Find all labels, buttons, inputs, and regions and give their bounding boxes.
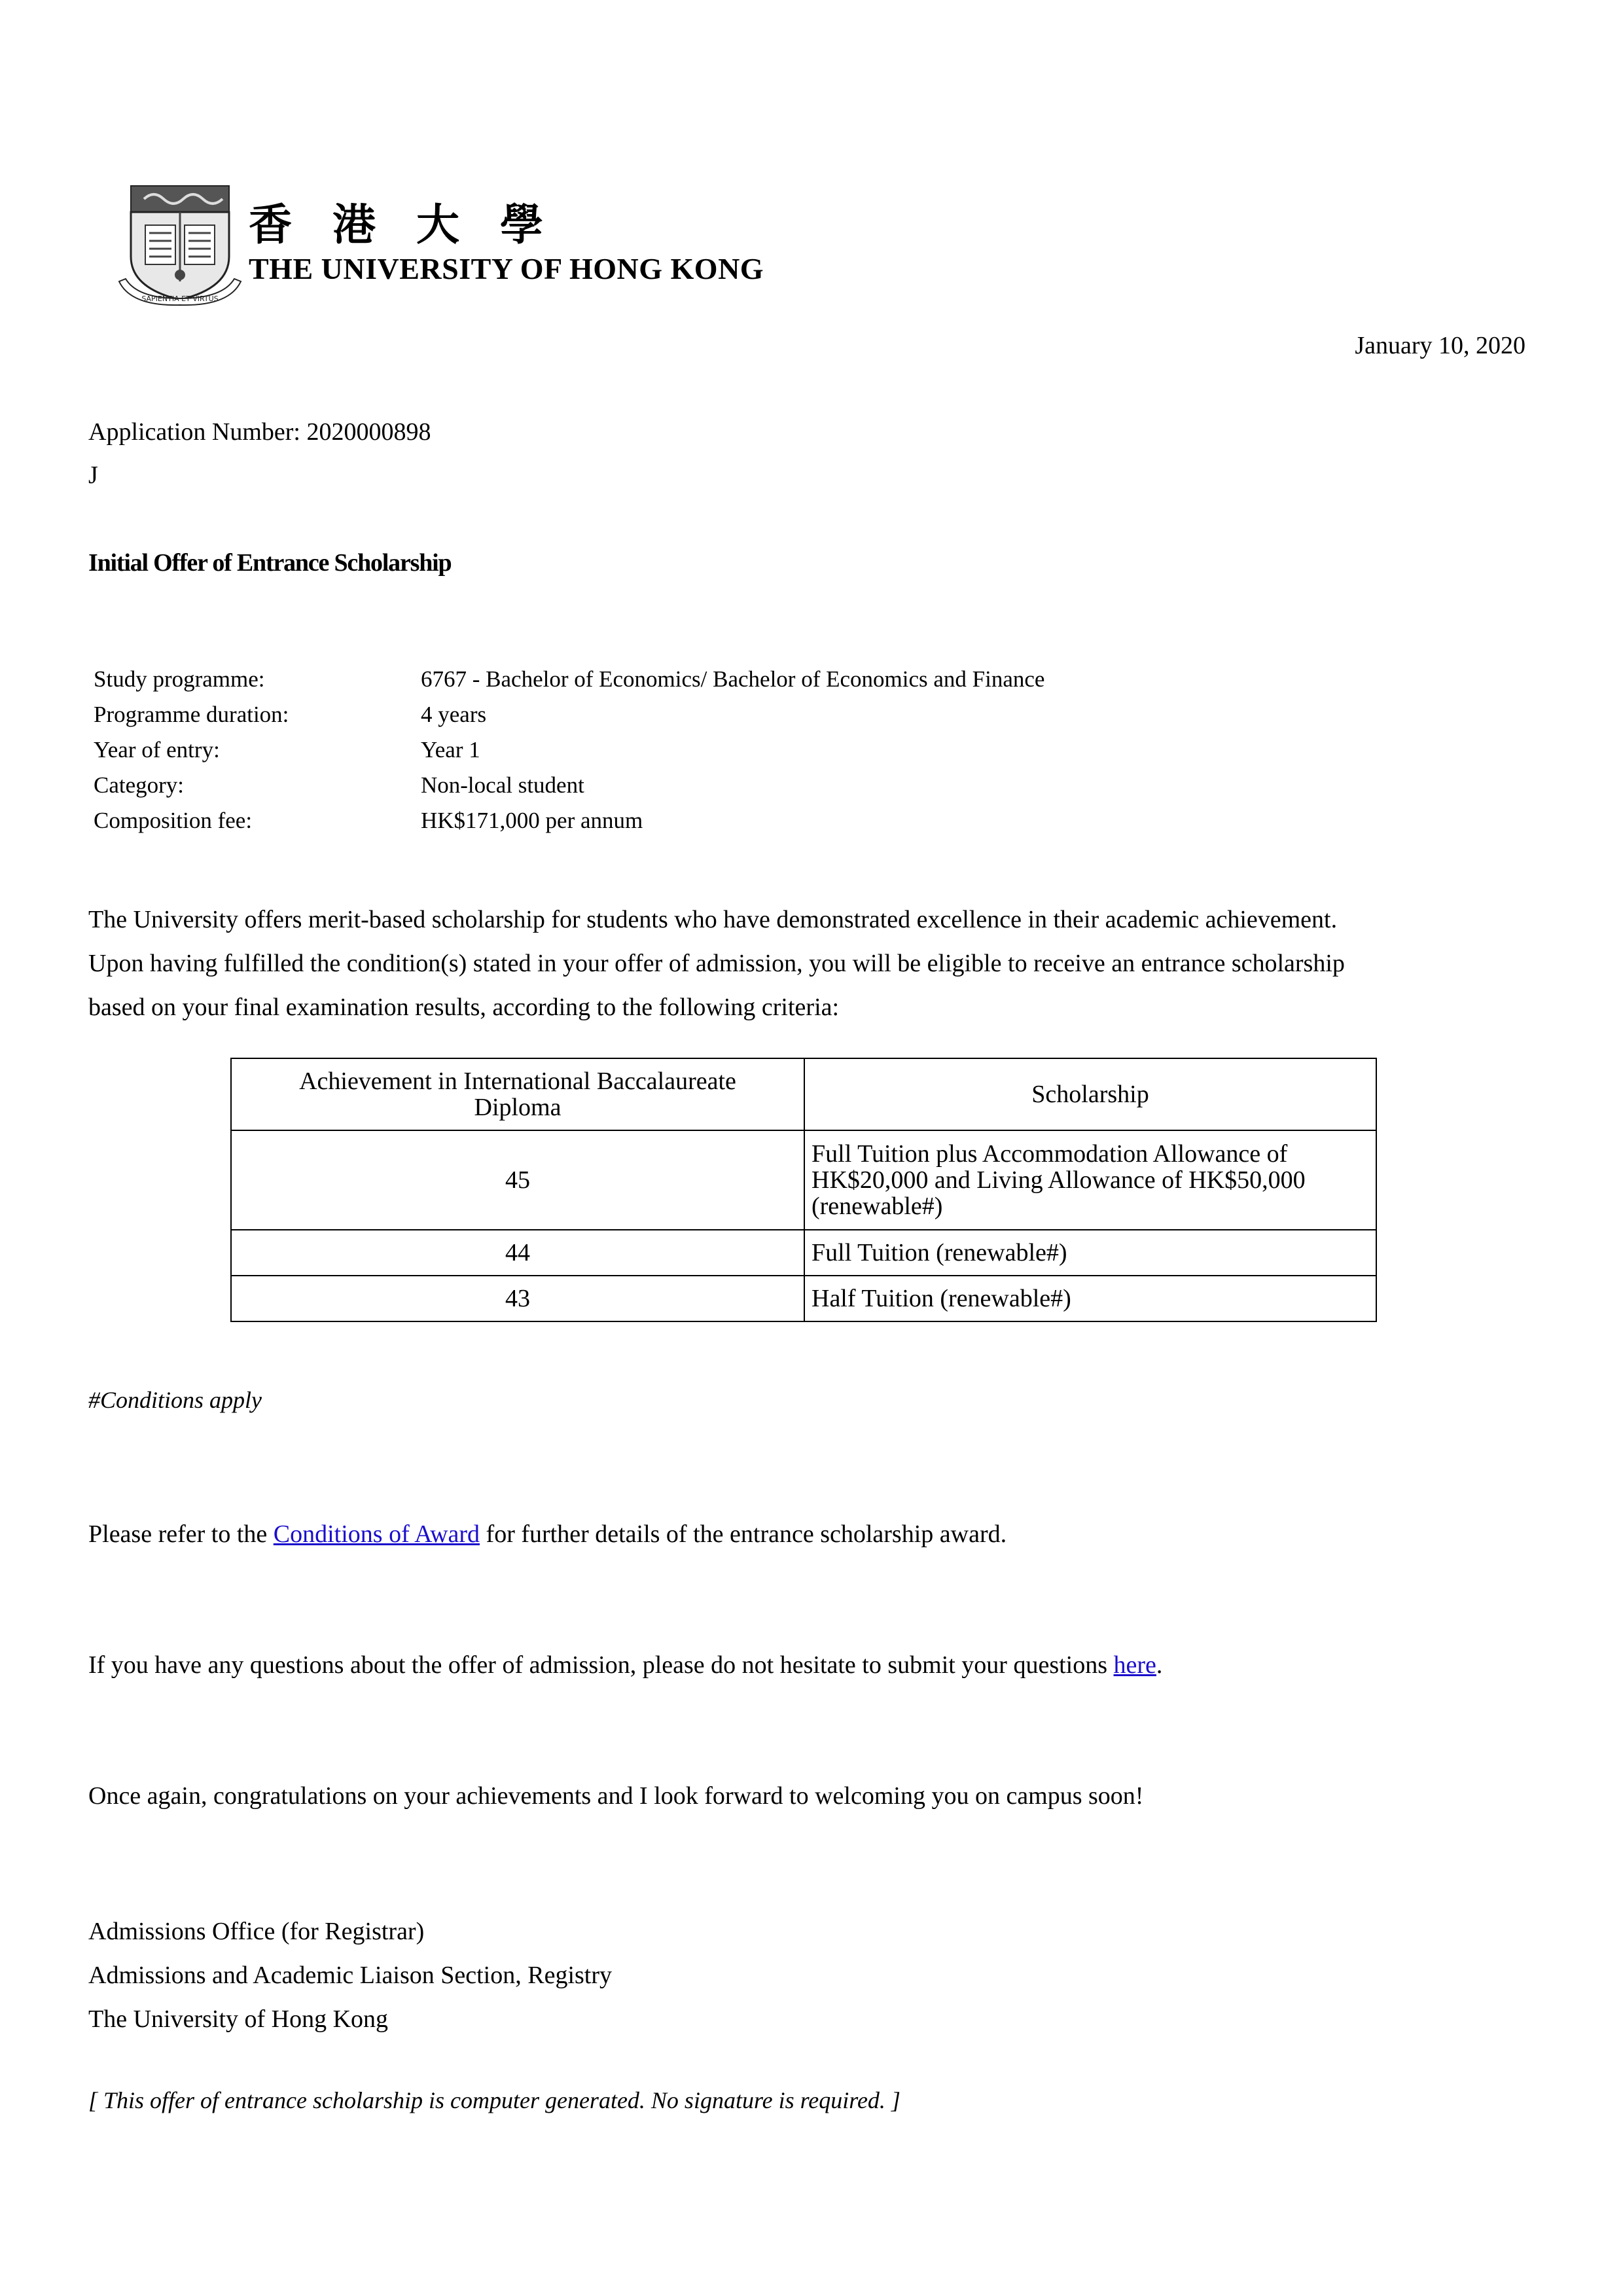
table-row — [231, 1276, 1376, 1321]
award-cell: Half Tuition (renewable#) — [804, 1276, 1376, 1321]
award-line: HK$20,000 and Living Allowance of HK$50,000 — [812, 1166, 1306, 1194]
questions-text-after: . — [1156, 1651, 1163, 1679]
achievement-header — [231, 1058, 804, 1130]
signature-line: Admissions Office (for Registrar) — [88, 1918, 425, 1945]
programme-value: Non-local student — [421, 772, 584, 798]
intro-line: based on your final examination results, according to the following criteria: — [88, 994, 840, 1021]
questions-text-before: If you have any questions about the offer of admission, please do not hesitate to submit your questions — [88, 1651, 1114, 1679]
achievement-header-line: Diploma — [474, 1094, 562, 1121]
award-cell: Full Tuition (renewable#) — [804, 1230, 1376, 1276]
computer-generated-footnote: [ This offer of entrance scholarship is computer generated. No signature is required. ] — [88, 2087, 901, 2113]
programme-label: Category: — [94, 772, 185, 798]
questions-paragraph — [88, 1651, 1162, 1679]
letter-subject: Initial Offer of Entrance Scholarship — [88, 549, 452, 577]
scholarship-criteria-table — [230, 1058, 1377, 1322]
recipient-name: J — [88, 461, 98, 489]
hku-crest-icon — [118, 183, 242, 308]
university-name-chinese: 香港大學 — [249, 199, 584, 250]
crest-motto: SAPIENTIA ET VIRTUS — [141, 295, 219, 303]
programme-label: Programme duration: — [94, 702, 289, 727]
table-row — [231, 1230, 1376, 1276]
intro-line: Upon having fulfilled the condition(s) stated in your offer of admission, you will be eligible to receive an entrance scholarship — [88, 950, 1345, 977]
programme-value: HK$171,000 per annum — [421, 808, 643, 833]
conditions-of-award-link[interactable]: Conditions of Award — [273, 1520, 480, 1548]
signature-line: The University of Hong Kong — [88, 2005, 389, 2033]
award-cell — [804, 1130, 1376, 1230]
score-cell: 45 — [231, 1130, 804, 1230]
intro-paragraph — [88, 898, 1561, 1030]
score-cell: 43 — [231, 1276, 804, 1321]
application-number: Application Number: 2020000898 — [88, 418, 431, 446]
achievement-header-line: Achievement in International Baccalaureate — [299, 1067, 736, 1095]
refer-paragraph — [88, 1520, 1007, 1549]
conditions-note: #Conditions apply — [88, 1387, 262, 1413]
submit-questions-link[interactable]: here — [1113, 1651, 1156, 1679]
programme-value: 4 years — [421, 702, 487, 727]
letter-date: January 10, 2020 — [1355, 332, 1525, 359]
scholarship-header: Scholarship — [804, 1058, 1376, 1130]
refer-text-after: for further details of the entrance scholarship award. — [480, 1520, 1007, 1548]
table-header-row — [231, 1058, 1376, 1130]
programme-value: 6767 - Bachelor of Economics/ Bachelor of Economics and Finance — [421, 666, 1045, 692]
award-line: (renewable#) — [812, 1193, 943, 1220]
programme-label: Study programme: — [94, 666, 265, 692]
table-row — [231, 1130, 1376, 1230]
programme-label: Year of entry: — [94, 737, 220, 762]
university-name-english: THE UNIVERSITY OF HONG KONG — [249, 252, 764, 285]
score-cell: 44 — [231, 1230, 804, 1276]
intro-line: The University offers merit-based scholarship for students who have demonstrated excellence in their academic achievement. — [88, 906, 1338, 933]
signature-line: Admissions and Academic Liaison Section, Registry — [88, 1962, 613, 1989]
award-line: Full Tuition plus Accommodation Allowance of — [812, 1140, 1288, 1168]
signature-block — [88, 1910, 612, 2041]
refer-text-before: Please refer to the — [88, 1520, 274, 1548]
programme-label: Composition fee: — [94, 808, 253, 833]
congratulations-paragraph: Once again, congratulations on your achievements and I look forward to welcoming you on campus soon! — [88, 1782, 1144, 1810]
programme-value: Year 1 — [421, 737, 480, 762]
